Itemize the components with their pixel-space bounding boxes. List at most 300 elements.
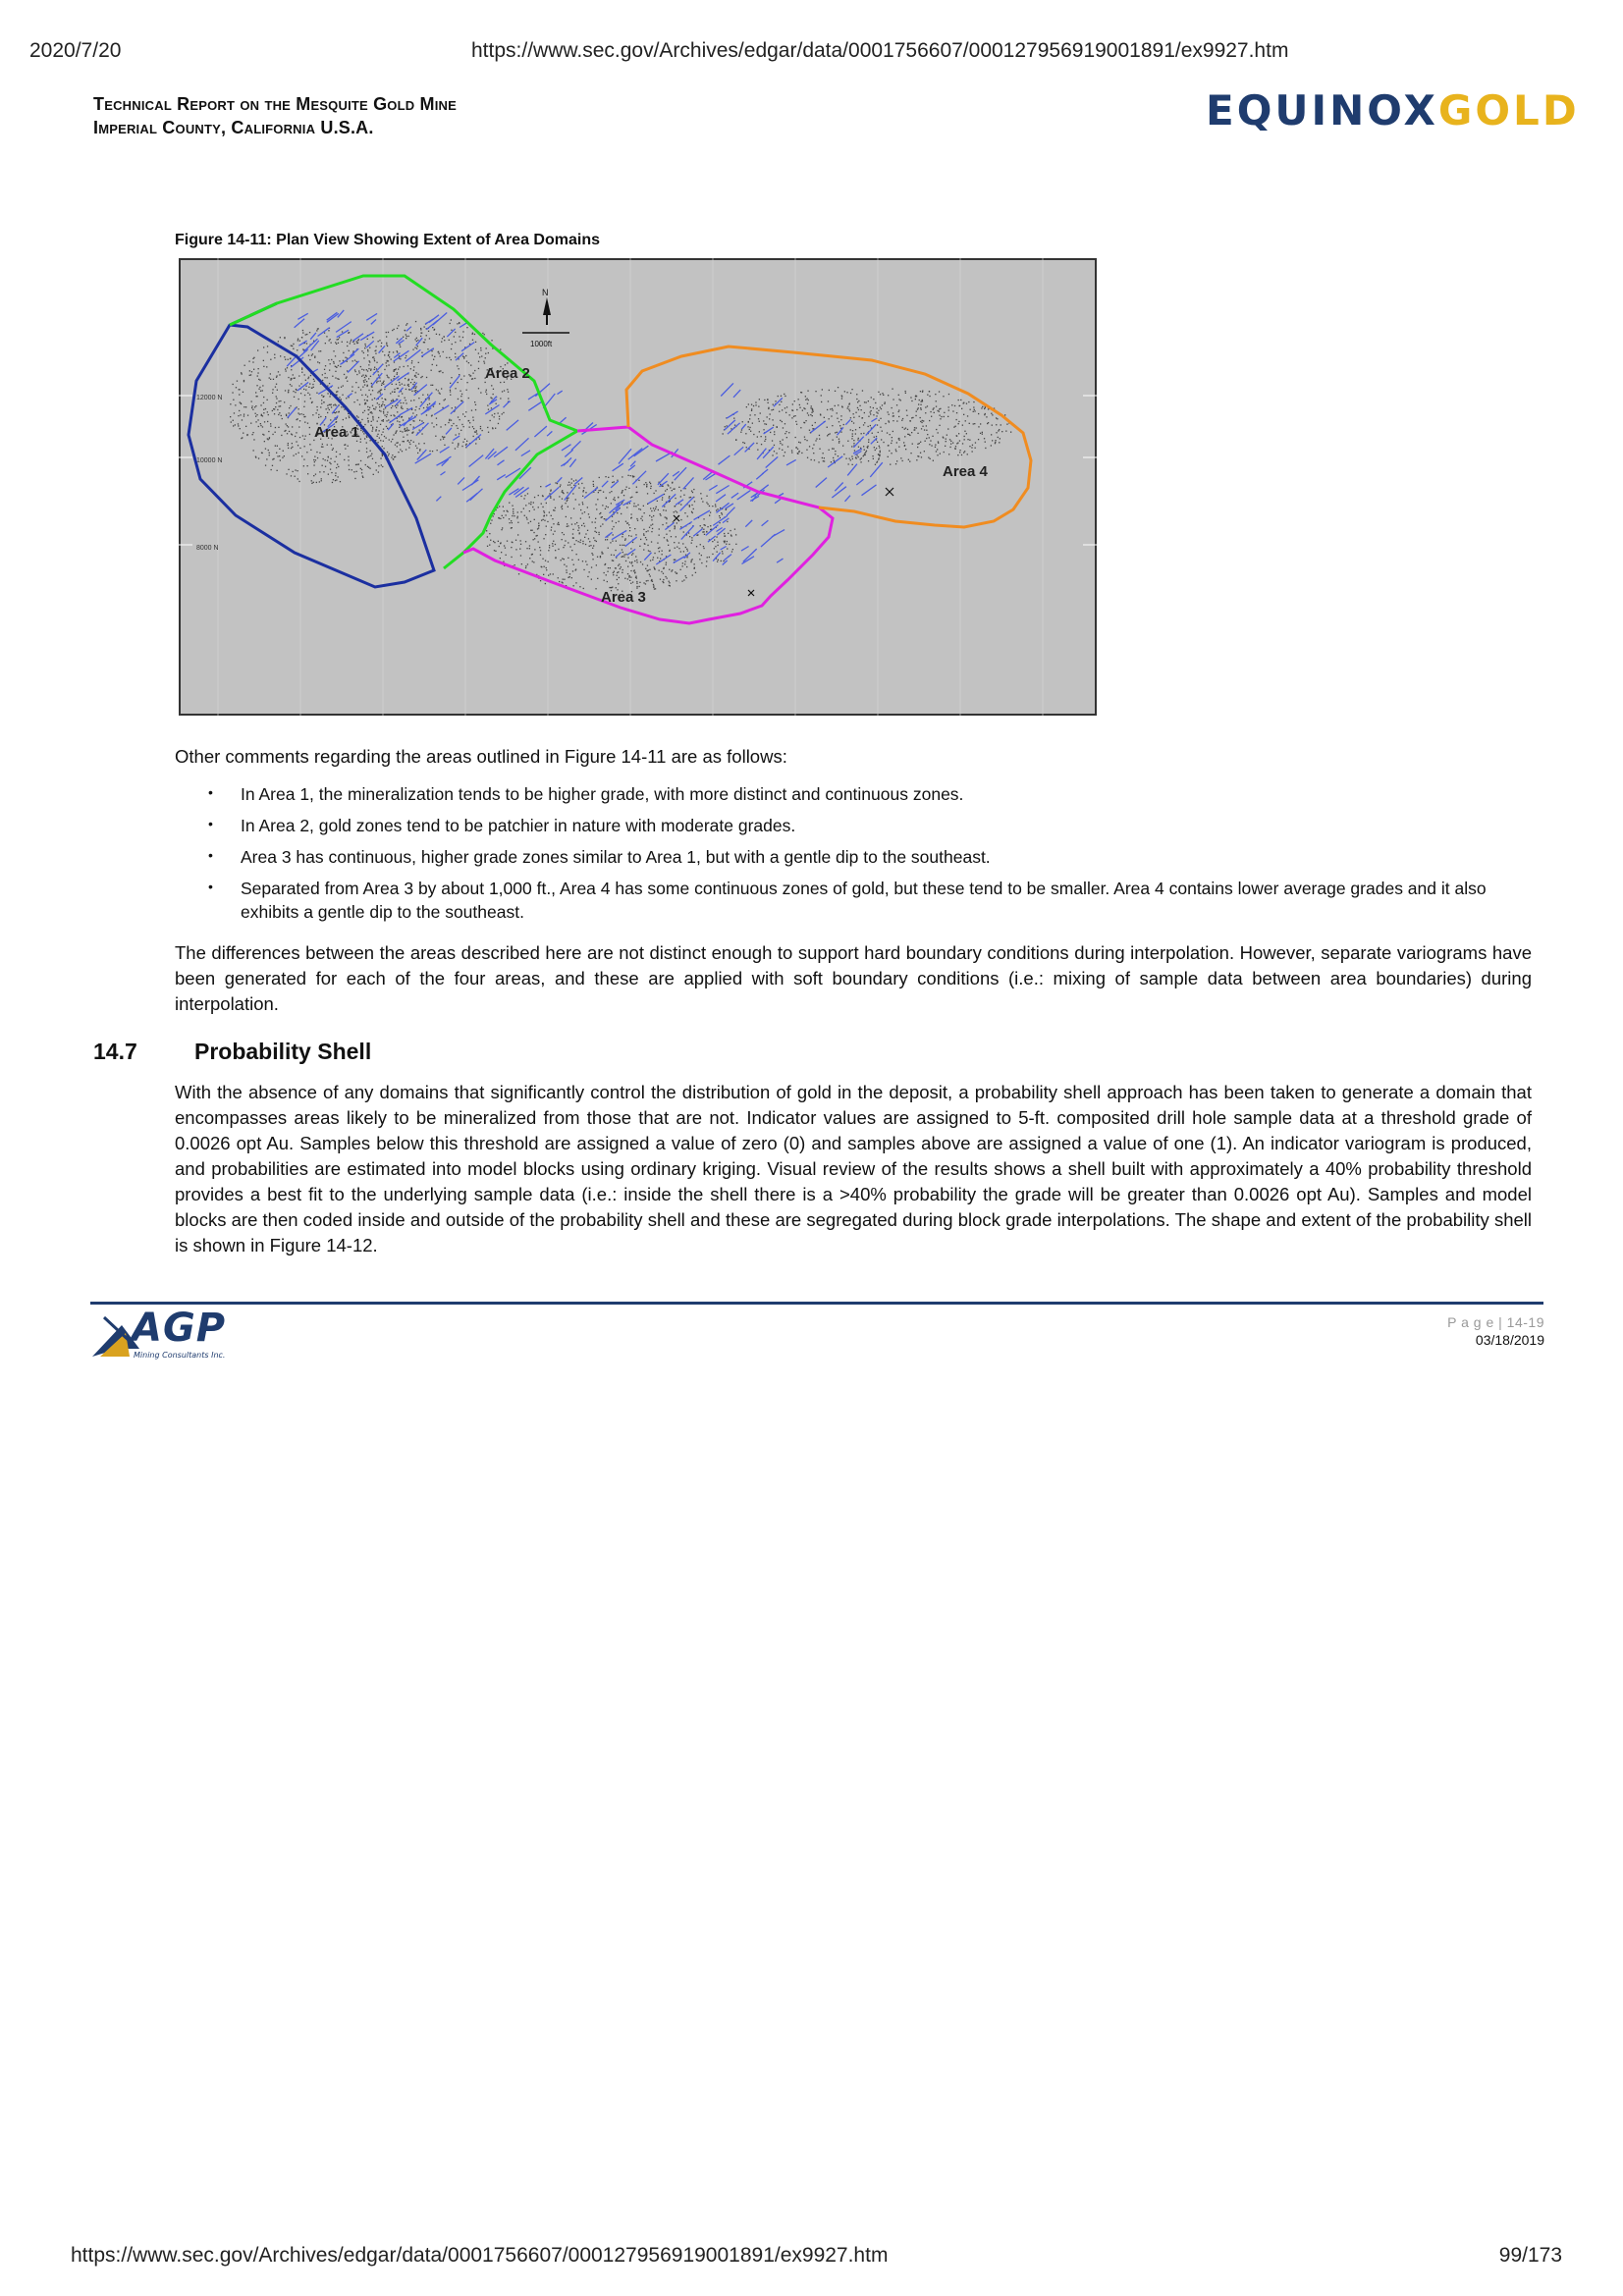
sample-point: [347, 346, 348, 347]
sample-point: [727, 548, 728, 549]
sample-point: [400, 358, 401, 359]
sample-point: [571, 524, 572, 525]
sample-point: [408, 379, 409, 380]
sample-point: [366, 437, 367, 438]
sample-point: [450, 391, 451, 392]
sample-point: [459, 368, 460, 369]
sample-point: [419, 450, 420, 451]
sample-point: [475, 432, 476, 433]
sample-point: [312, 384, 313, 385]
sample-point: [452, 425, 453, 426]
sample-point: [641, 516, 642, 517]
sample-point: [381, 346, 382, 347]
sample-point: [691, 491, 692, 492]
sample-point: [339, 397, 340, 398]
sample-point: [498, 541, 499, 542]
sample-point: [901, 420, 902, 421]
sample-point: [475, 349, 476, 350]
sample-point: [670, 487, 671, 488]
sample-point: [478, 361, 479, 362]
sample-point: [356, 471, 357, 472]
sample-point: [568, 482, 569, 483]
sample-point: [313, 482, 314, 483]
sample-point: [410, 368, 411, 369]
sample-point: [647, 493, 648, 494]
sample-point: [316, 393, 317, 394]
sample-point: [849, 458, 850, 459]
sample-point: [389, 356, 390, 357]
sample-point: [835, 451, 836, 452]
sample-point: [870, 406, 871, 407]
sample-point: [595, 522, 596, 523]
sample-point: [829, 390, 830, 391]
sample-point: [630, 536, 631, 537]
sample-point: [797, 449, 798, 450]
sample-point: [599, 534, 600, 535]
sample-point: [380, 457, 381, 458]
sample-point: [779, 411, 780, 412]
sample-point: [686, 566, 687, 567]
sample-point: [784, 423, 785, 424]
sample-point: [419, 408, 420, 409]
sample-point: [412, 432, 413, 433]
sample-point: [858, 456, 859, 457]
sample-point: [801, 392, 802, 393]
sample-point: [255, 405, 256, 406]
sample-point: [689, 506, 690, 507]
sample-point: [400, 345, 401, 346]
sample-point: [905, 449, 906, 450]
sample-point: [233, 384, 234, 385]
sample-point: [691, 543, 692, 544]
sample-point: [746, 406, 747, 407]
sample-point: [716, 536, 717, 537]
sample-point: [694, 568, 695, 569]
sample-point: [530, 504, 531, 505]
paragraph-probability-shell: With the absence of any domains that significantly control the distribution of gold in the deposit, a probability shell approach has been taken to generate a domain that encompasses areas likely to be mineralized from those that are not. Indicator values are assigned to 5-ft. composited drill hole sample data at a threshold grade of 0.0026 opt Au. Samples below this threshold are assigned a value of zero (0) and samples above are assigned a value of one (1). An indicator variogram is produced, and probabilities are estimated into model blocks using ordinary kriging. Visual review of the results shows a shell built with approximately a 40% probability threshold provides a best fit to the underlying sample data (i.e.: inside the shell there is a >40% probability the grade will be greater than 0.0026 opt Au). Samples and model blocks are then coded inside and outside of the probability shell and these are segregated during block grade interpolations. The shape and extent of the probability shell is shown in Figure 14-12.: [175, 1082, 1532, 1255]
sample-point: [964, 436, 965, 437]
sample-point: [937, 449, 938, 450]
sample-point: [555, 550, 556, 551]
sample-point: [452, 344, 453, 345]
sample-point: [633, 503, 634, 504]
sample-point: [455, 353, 456, 354]
sample-point: [291, 448, 292, 449]
sample-point: [628, 577, 629, 578]
sample-point: [323, 458, 324, 459]
sample-point: [635, 506, 636, 507]
sample-point: [383, 412, 384, 413]
sample-point: [889, 421, 890, 422]
sample-point: [680, 569, 681, 570]
print-url-bottom[interactable]: https://www.sec.gov/Archives/edgar/data/0001756607/000127956919001891/ex9927.htm: [71, 2244, 889, 2267]
sample-point: [735, 534, 736, 535]
sample-point: [431, 422, 432, 423]
sample-point: [938, 410, 939, 411]
sample-point: [278, 414, 279, 415]
sample-point: [436, 389, 437, 390]
sample-point: [529, 545, 530, 546]
sample-point: [566, 516, 567, 517]
sample-point: [327, 393, 328, 394]
sample-point: [364, 344, 365, 345]
sample-point: [341, 406, 342, 407]
sample-point: [363, 380, 364, 381]
sample-point: [364, 424, 365, 425]
sample-point: [829, 450, 830, 451]
sample-point: [356, 341, 357, 342]
sample-point: [358, 387, 359, 388]
sample-point: [256, 385, 257, 386]
sample-point: [659, 528, 660, 529]
sample-point: [620, 568, 621, 569]
sample-point: [583, 569, 584, 570]
sample-point: [235, 424, 236, 425]
sample-point: [858, 438, 859, 439]
sample-point: [262, 453, 263, 454]
sample-point: [392, 454, 393, 455]
sample-point: [911, 400, 912, 401]
sample-point: [757, 436, 758, 437]
sample-point: [302, 348, 303, 349]
sample-point: [972, 451, 973, 452]
sample-point: [850, 429, 851, 430]
sample-point: [885, 423, 886, 424]
sample-point: [483, 361, 484, 362]
sample-point: [595, 504, 596, 505]
sample-point: [564, 564, 565, 565]
sample-point: [636, 586, 637, 587]
sample-point: [374, 367, 375, 368]
sample-point: [478, 352, 479, 353]
sample-point: [881, 408, 882, 409]
sample-point: [895, 451, 896, 452]
sample-point: [786, 406, 787, 407]
sample-point: [331, 343, 332, 344]
sample-point: [382, 466, 383, 467]
sample-point: [949, 447, 950, 448]
sample-point: [361, 350, 362, 351]
sample-point: [290, 384, 291, 385]
report-date: 03/18/2019: [1475, 1332, 1544, 1348]
sample-point: [517, 522, 518, 523]
sample-point: [629, 527, 630, 528]
sample-point: [407, 384, 408, 385]
sample-point: [658, 548, 659, 549]
sample-point: [557, 483, 558, 484]
sample-point: [649, 574, 650, 575]
sample-point: [991, 413, 992, 414]
sample-point: [973, 423, 974, 424]
sample-point: [578, 527, 579, 528]
sample-point: [812, 425, 813, 426]
sample-point: [819, 439, 820, 440]
sample-point: [496, 403, 497, 404]
sample-point: [939, 425, 940, 426]
sample-point: [850, 393, 851, 394]
sample-point: [864, 450, 865, 451]
sample-point: [542, 496, 543, 497]
sample-point: [451, 348, 452, 349]
sample-point: [662, 524, 663, 525]
sample-point: [336, 404, 337, 405]
sample-point: [920, 391, 921, 392]
sample-point: [785, 431, 786, 432]
sample-point: [377, 402, 378, 403]
sample-point: [895, 449, 896, 450]
sample-point: [646, 580, 647, 581]
sample-point: [533, 539, 534, 540]
sample-point: [974, 410, 975, 411]
sample-point: [330, 339, 331, 340]
sample-point: [314, 357, 315, 358]
sample-point: [293, 455, 294, 456]
sample-point: [317, 409, 318, 410]
sample-point: [821, 395, 822, 396]
sample-point: [279, 405, 280, 406]
sample-point: [725, 541, 726, 542]
sample-point: [652, 524, 653, 525]
sample-point: [451, 359, 452, 360]
sample-point: [628, 535, 629, 536]
sample-point: [827, 435, 828, 436]
sample-point: [567, 501, 568, 502]
sample-point: [921, 422, 922, 423]
sample-point: [387, 428, 388, 429]
sample-point: [264, 421, 265, 422]
sample-point: [490, 420, 491, 421]
sample-point: [872, 433, 873, 434]
sample-point: [277, 409, 278, 410]
sample-point: [799, 407, 800, 408]
sample-point: [303, 459, 304, 460]
sample-point: [709, 557, 710, 558]
sample-point: [921, 428, 922, 429]
sample-point: [400, 431, 401, 432]
sample-point: [562, 582, 563, 583]
sample-point: [538, 523, 539, 524]
sample-point: [567, 500, 568, 501]
sample-point: [692, 574, 693, 575]
sample-point: [933, 409, 934, 410]
sample-point: [947, 428, 948, 429]
sample-point: [690, 561, 691, 562]
sample-point: [640, 539, 641, 540]
sample-point: [978, 413, 979, 414]
sample-point: [364, 347, 365, 348]
sample-point: [337, 339, 338, 340]
sample-point: [551, 529, 552, 530]
sample-point: [487, 546, 488, 547]
sample-point: [397, 350, 398, 351]
sample-point: [712, 541, 713, 542]
sample-point: [980, 423, 981, 424]
sample-point: [325, 365, 326, 366]
sample-point: [652, 581, 653, 582]
sample-point: [929, 396, 930, 397]
sample-point: [580, 540, 581, 541]
sample-point: [448, 422, 449, 423]
sample-point: [672, 490, 673, 491]
print-url-top[interactable]: https://www.sec.gov/Archives/edgar/data/0001756607/000127956919001891/ex9927.htm: [471, 39, 1289, 62]
sample-point: [332, 450, 333, 451]
sample-point: [379, 377, 380, 378]
sample-point: [257, 349, 258, 350]
sample-point: [525, 541, 526, 542]
sample-point: [706, 565, 707, 566]
sample-point: [336, 467, 337, 468]
sample-point: [427, 404, 428, 405]
sample-point: [461, 400, 462, 401]
sample-point: [493, 541, 494, 542]
sample-point: [590, 545, 591, 546]
sample-point: [782, 444, 783, 445]
sample-point: [822, 457, 823, 458]
sample-point: [680, 551, 681, 552]
sample-point: [567, 526, 568, 527]
sample-point: [472, 426, 473, 427]
sample-point: [382, 401, 383, 402]
sample-point: [562, 506, 563, 507]
sample-point: [442, 372, 443, 373]
sample-point: [509, 503, 510, 504]
sample-point: [546, 526, 547, 527]
sample-point: [689, 505, 690, 506]
sample-point: [239, 410, 240, 411]
sample-point: [361, 469, 362, 470]
sample-point: [297, 470, 298, 471]
sample-point: [612, 482, 613, 483]
sample-point: [312, 353, 313, 354]
sample-point: [543, 519, 544, 520]
sample-point: [833, 457, 834, 458]
sample-point: [999, 429, 1000, 430]
sample-point: [378, 471, 379, 472]
sample-point: [270, 373, 271, 374]
sample-point: [581, 483, 582, 484]
sample-point: [823, 460, 824, 461]
sample-point: [317, 329, 318, 330]
sample-point: [878, 454, 879, 455]
sample-point: [439, 334, 440, 335]
sample-point: [820, 414, 821, 415]
sample-point: [305, 386, 306, 387]
sample-point: [458, 443, 459, 444]
sample-point: [321, 447, 322, 448]
sample-point: [539, 547, 540, 548]
sample-point: [333, 404, 334, 405]
sample-point: [674, 511, 675, 512]
sample-point: [499, 416, 500, 417]
sample-point: [324, 369, 325, 370]
sample-point: [891, 443, 892, 444]
sample-point: [631, 562, 632, 563]
sample-point: [313, 475, 314, 476]
sample-point: [903, 442, 904, 443]
sample-point: [858, 447, 859, 448]
sample-point: [494, 416, 495, 417]
sample-point: [553, 523, 554, 524]
sample-point: [444, 336, 445, 337]
sample-point: [466, 444, 467, 445]
sample-point: [300, 383, 301, 384]
sample-point: [664, 506, 665, 507]
sample-point: [382, 432, 383, 433]
sample-point: [659, 547, 660, 548]
sample-point: [725, 426, 726, 427]
sample-point: [799, 404, 800, 405]
sample-point: [468, 362, 469, 363]
sample-point: [253, 369, 254, 370]
sample-point: [635, 534, 636, 535]
sample-point: [475, 409, 476, 410]
sample-point: [476, 433, 477, 434]
sample-point: [745, 433, 746, 434]
sample-point: [550, 573, 551, 574]
sample-point: [782, 409, 783, 410]
sample-point: [627, 573, 628, 574]
sample-point: [624, 540, 625, 541]
sample-point: [276, 398, 277, 399]
sample-point: [807, 391, 808, 392]
sample-point: [433, 426, 434, 427]
sample-point: [918, 455, 919, 456]
sample-point: [675, 506, 676, 507]
sample-point: [786, 437, 787, 438]
sample-point: [387, 376, 388, 377]
sample-point: [630, 577, 631, 578]
sample-point: [818, 461, 819, 462]
sample-point: [458, 428, 459, 429]
sample-point: [367, 396, 368, 397]
sample-point: [888, 456, 889, 457]
sample-point: [256, 414, 257, 415]
sample-point: [625, 554, 626, 555]
sample-point: [432, 451, 433, 452]
sample-point: [935, 445, 936, 446]
sample-point: [733, 418, 734, 419]
sample-point: [419, 430, 420, 431]
sample-point: [366, 452, 367, 453]
sample-point: [370, 425, 371, 426]
sample-point: [649, 482, 650, 483]
sample-point: [813, 411, 814, 412]
sample-point: [916, 427, 917, 428]
area1-label: Area 1: [314, 424, 359, 441]
sample-point: [624, 489, 625, 490]
sample-point: [956, 419, 957, 420]
sample-point: [871, 397, 872, 398]
sample-point: [272, 393, 273, 394]
sample-point: [868, 400, 869, 401]
sample-point: [634, 569, 635, 570]
sample-point: [701, 562, 702, 563]
sample-point: [490, 523, 491, 524]
sample-point: [926, 438, 927, 439]
sample-point: [959, 452, 960, 453]
sample-point: [630, 583, 631, 584]
sample-point: [655, 508, 656, 509]
sample-point: [307, 473, 308, 474]
sample-point: [541, 566, 542, 567]
sample-point: [662, 551, 663, 552]
sample-point: [439, 353, 440, 354]
sample-point: [384, 415, 385, 416]
sample-point: [722, 553, 723, 554]
sample-point: [272, 434, 273, 435]
sample-point: [853, 417, 854, 418]
sample-point: [579, 586, 580, 587]
